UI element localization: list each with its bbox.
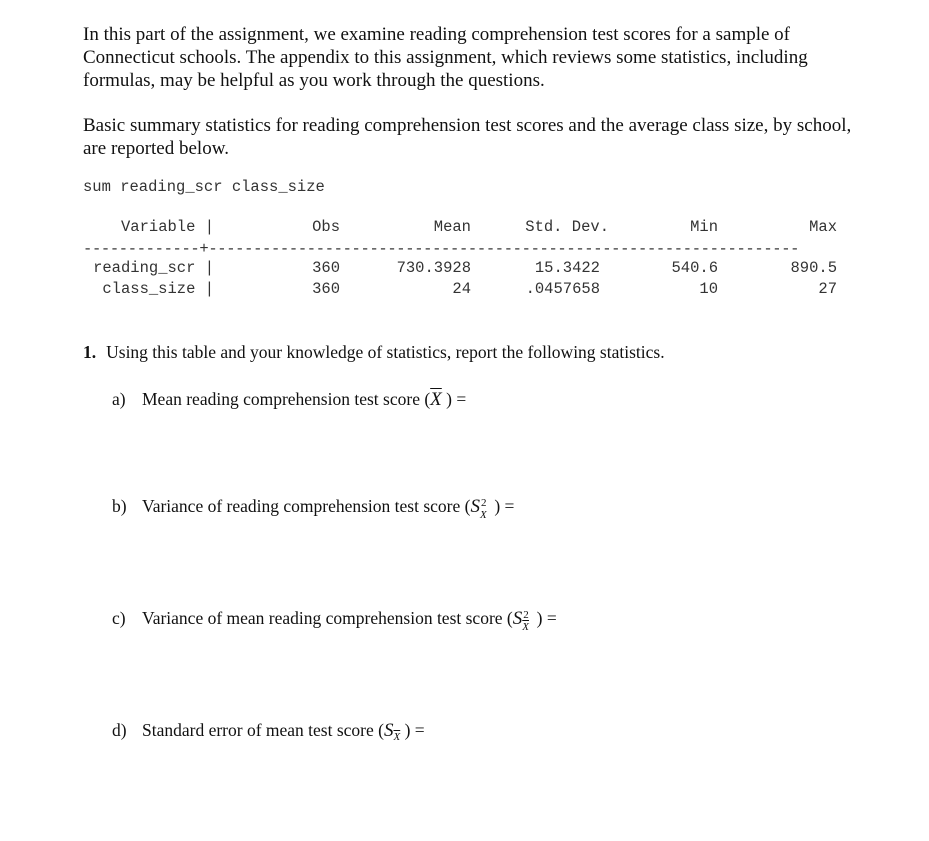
row-variable: class_size | xyxy=(102,280,214,298)
row-std-dev: .0457658 xyxy=(525,280,600,298)
question-number: 1. xyxy=(83,342,97,362)
row-min: 10 xyxy=(699,280,718,298)
row-std-dev: 15.3422 xyxy=(534,259,600,277)
subscript: X xyxy=(393,731,401,743)
question-text: Using this table and your knowledge of statistics, report the following statistics. xyxy=(106,342,665,362)
row-variable: reading_scr | xyxy=(93,259,214,277)
header-mean: Mean xyxy=(433,218,471,236)
item-label: c) xyxy=(112,608,126,628)
x-bar-symbol: $\overline{X}$ xyxy=(430,389,442,410)
item-label: b) xyxy=(112,496,127,516)
row-min: 540.6 xyxy=(671,259,718,277)
header-min: Min xyxy=(690,218,718,236)
item-b xyxy=(112,495,515,521)
s-symbol: S xyxy=(512,608,523,629)
row-mean: 24 xyxy=(452,280,471,298)
stata-command: sum reading_scr class_size xyxy=(83,178,325,196)
item-close: ) = xyxy=(494,496,515,516)
item-a xyxy=(112,388,466,411)
item-c xyxy=(112,607,557,633)
subscript: X xyxy=(479,509,487,521)
summary-table xyxy=(83,218,843,632)
subscript: $\overline{X}$ xyxy=(522,621,529,633)
row-mean: 730.3928 xyxy=(396,259,471,277)
table-separator: -------------+------------------------------------------------------------------ xyxy=(83,240,800,258)
header-variable: Variable | xyxy=(120,218,214,236)
item-text: Standard error of mean test score ( xyxy=(142,720,384,740)
row-max: 27 xyxy=(818,280,837,298)
intro-paragraph: In this part of the assignment, we examine reading comprehension test scores for a sample of Connecticut schools. The appendix to this assignment, which reviews some statistics, including formulas, may be helpful as you work through the questions. xyxy=(83,24,808,91)
item-close: ) = xyxy=(536,608,557,628)
superscript: 2 xyxy=(480,497,487,509)
item-close: ) = xyxy=(404,720,425,740)
s-symbol: S xyxy=(470,496,480,517)
header-std-dev: Std. Dev. xyxy=(525,218,609,236)
row-obs: 360 xyxy=(312,259,340,277)
header-max: Max xyxy=(809,218,837,236)
row-obs: 360 xyxy=(312,280,340,298)
summary-description: Basic summary statistics for reading comprehension test scores and the average class size, by school, are reported below. xyxy=(83,115,852,159)
item-close: ) = xyxy=(446,389,467,409)
question-1 xyxy=(83,341,665,363)
header-obs: Obs xyxy=(312,218,340,236)
item-text: Mean reading comprehension test score ( xyxy=(142,389,431,409)
item-text: Variance of reading comprehension test score ( xyxy=(142,496,471,516)
item-d xyxy=(112,719,425,744)
superscript: 2 xyxy=(523,609,529,621)
s-symbol: S xyxy=(383,720,394,741)
item-text: Variance of mean reading comprehension test score ( xyxy=(142,608,513,628)
row-max: 890.5 xyxy=(790,259,837,277)
item-label: a) xyxy=(112,389,126,409)
item-label: d) xyxy=(112,720,127,740)
